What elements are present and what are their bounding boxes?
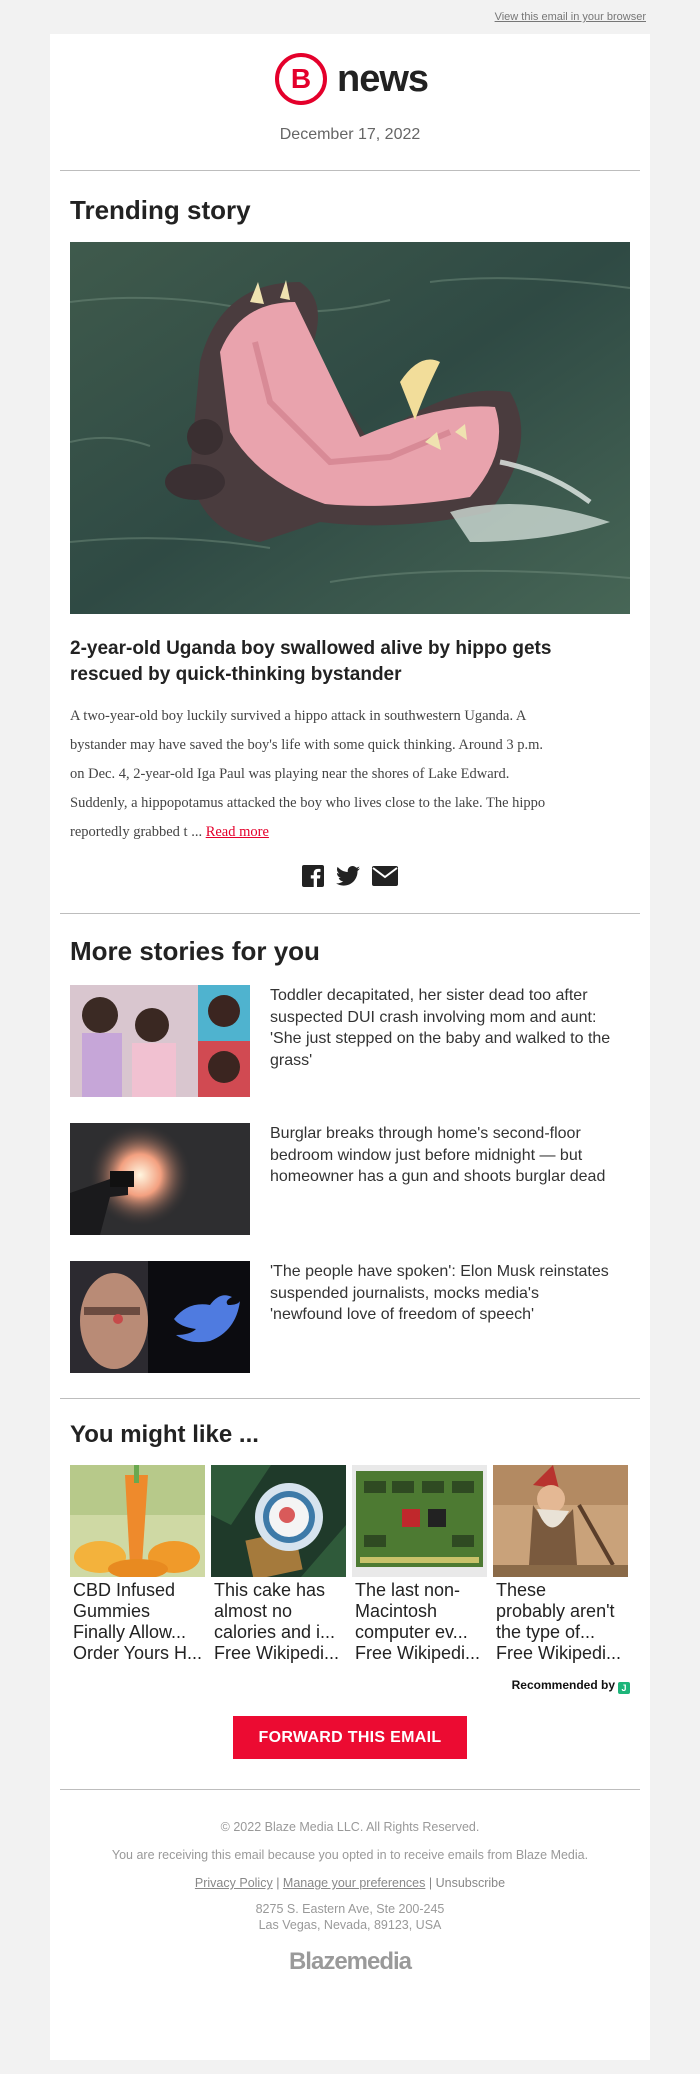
section-title: Trending story — [70, 195, 251, 225]
manage-preferences-link[interactable]: Manage your preferences — [282, 1876, 426, 1890]
unsubscribe-link[interactable]: Unsubscribe — [435, 1876, 506, 1890]
news-logo[interactable] — [275, 53, 428, 105]
cake-plate-image — [211, 1465, 346, 1577]
taboola-logo-icon: J — [618, 1682, 630, 1694]
address-line-2: Las Vegas, Nevada, 89123, USA — [258, 1918, 442, 1932]
more-stories-section — [50, 914, 650, 1373]
story-title: 'The people have spoken': Elon Musk reinstates suspended journalists, mocks media's 'newfound love of freedom of speech' — [270, 1263, 609, 1323]
facebook-icon[interactable] — [302, 865, 324, 889]
email-footer — [50, 1790, 650, 1976]
blaze-logo-icon: B — [275, 53, 327, 105]
recommendation-card[interactable] — [493, 1465, 628, 1664]
address-line-1: 8275 S. Eastern Ave, Ste 200-245 — [255, 1902, 445, 1916]
recommendation-card[interactable] — [352, 1465, 487, 1664]
musk-twitter-thumbnail — [70, 1261, 250, 1373]
cbd-gummies-image — [70, 1465, 205, 1577]
recommendation-title: CBD Infused Gummies Finally Allow... Order Yours H... — [73, 1580, 203, 1663]
recommendation-title: This cake has almost no calories and i... Free Wikipedi... — [214, 1580, 340, 1663]
section-title: More stories for you — [70, 936, 320, 966]
motherboard-image — [352, 1465, 487, 1577]
issue-date: December 17, 2022 — [279, 126, 421, 143]
twitter-icon[interactable] — [336, 865, 360, 889]
section-title: You might like ... — [70, 1421, 259, 1448]
view-in-browser-link[interactable]: View this email in your browser — [494, 11, 646, 23]
top-bar — [0, 0, 700, 34]
recommendation-card[interactable] — [211, 1465, 346, 1664]
hippo-hero-image[interactable] — [70, 242, 630, 614]
recommendation-title: These probably aren't the type of... Free Wikipedi... — [496, 1580, 622, 1663]
share-icons — [70, 865, 630, 889]
forward-email-button[interactable]: FORWARD THIS EMAIL — [233, 1716, 467, 1759]
list-item[interactable] — [70, 985, 630, 1097]
gun-thumbnail — [70, 1123, 250, 1235]
email-card — [50, 34, 650, 2060]
email-header — [50, 34, 650, 170]
opt-in-notice: You are receiving this email because you opted in to receive emails from Blaze Media. — [111, 1848, 589, 1862]
story-title: Toddler decapitated, her sister dead too after suspected DUI crash involving mom and aunt: 'She just stepped on the baby and walked to the grass' — [270, 987, 611, 1069]
list-item[interactable] — [70, 1261, 630, 1373]
read-more-link[interactable]: Read more — [205, 824, 269, 840]
list-item[interactable] — [70, 1123, 630, 1235]
footer-links: Privacy Policy | Manage your preferences | Unsubscribe — [194, 1876, 506, 1890]
blaze-media-logo[interactable]: Blazemedia — [288, 1948, 412, 1975]
email-icon[interactable] — [372, 865, 398, 889]
copyright: © 2022 Blaze Media LLC. All Rights Reserved. — [220, 1820, 480, 1834]
recommendations-section — [50, 1399, 650, 1759]
trending-headline[interactable]: 2-year-old Uganda boy swallowed alive by hippo gets rescued by quick-thinking bystander — [70, 638, 552, 685]
recommendation-card[interactable] — [70, 1465, 205, 1664]
trending-summary: A two-year-old boy luckily survived a hippo attack in southwestern Uganda. A bystander may have saved the boy's life with some quick thinking. Around 3 p.m. on Dec. 4, 2-year-old Iga Paul was playing near the shores of Lake Edward. Suddenly, a hippopotamus attacked the boy who lives close to the lake. The hippo reportedly grabbed t ... Read more — [70, 708, 546, 840]
story-title: Burglar breaks through home's second-floor bedroom window just before midnight — but homeowner has a gun and shoots burglar dead — [270, 1125, 606, 1185]
recommended-by[interactable]: Recommended by J — [70, 1678, 630, 1694]
logo-word: news — [337, 57, 429, 100]
recommendation-title: The last non- Macintosh computer ev... Free Wikipedi... — [355, 1580, 481, 1663]
privacy-policy-link[interactable]: Privacy Policy — [194, 1876, 273, 1890]
gnome-painting-image — [493, 1465, 628, 1577]
toddlers-thumbnail — [70, 985, 250, 1097]
trending-section — [50, 171, 650, 889]
